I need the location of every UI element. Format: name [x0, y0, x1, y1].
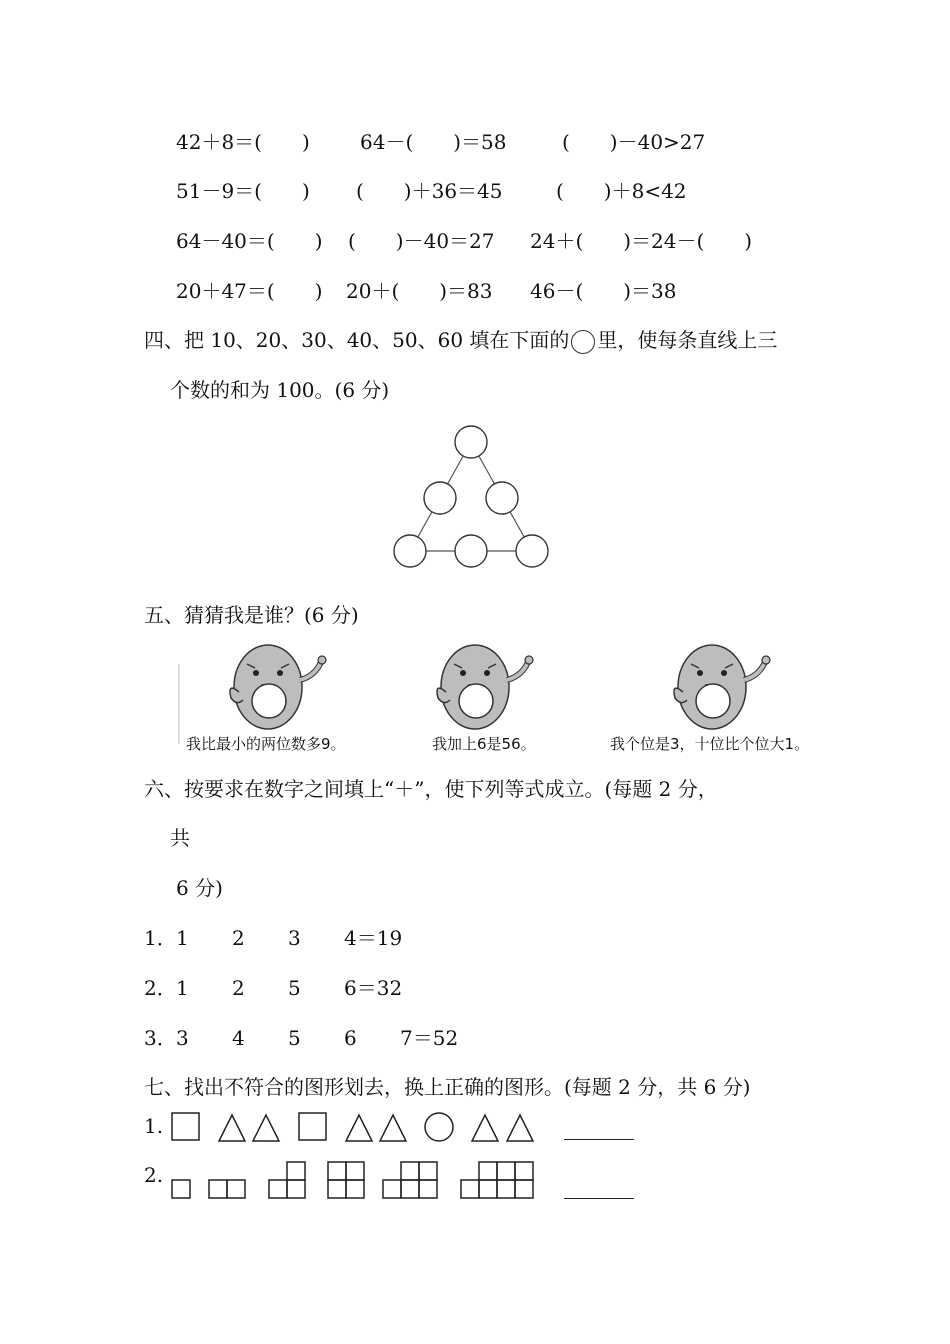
equation: 46－( )＝38	[530, 279, 677, 303]
digit: 1	[176, 976, 189, 1000]
item-number: 2．	[144, 976, 177, 1000]
shape-sequence-1	[168, 1110, 548, 1144]
digit: 5	[288, 1026, 301, 1050]
egg-character-icon	[669, 642, 779, 732]
equation: 64－40＝( )	[176, 229, 323, 253]
digit: 6	[344, 1026, 357, 1050]
circle-shape[interactable]	[425, 1113, 453, 1141]
square-block	[383, 1180, 401, 1198]
square-block	[419, 1162, 437, 1180]
square-block	[515, 1162, 533, 1180]
square-block	[328, 1180, 346, 1198]
riddle-caption: 我比最小的两位数多9。	[186, 735, 346, 753]
square-block	[515, 1180, 533, 1198]
shape-sequence-2	[168, 1158, 548, 1203]
triangle-shape[interactable]	[380, 1115, 406, 1141]
digit: 1	[176, 926, 189, 950]
triangle-shape[interactable]	[507, 1115, 533, 1141]
egg-character-icon	[432, 642, 542, 732]
riddle-caption: 我加上6是56。	[432, 735, 536, 753]
section6-title-line3: 6 分)	[176, 876, 223, 900]
square-block	[269, 1180, 287, 1198]
equation: 42＋8＝( )	[176, 130, 310, 154]
triangle-shape[interactable]	[253, 1115, 279, 1141]
equation: 20＋47＝( )	[176, 279, 323, 303]
square-block	[328, 1162, 346, 1180]
answer-circle[interactable]	[455, 426, 487, 458]
square-shape[interactable]	[299, 1113, 326, 1140]
triangle-shape[interactable]	[219, 1115, 245, 1141]
digit: 3	[176, 1026, 189, 1050]
section4-title-part1: 四、把 10、20、30、40、50、60 填在下面的	[144, 328, 570, 352]
equation: 51－9＝( )	[176, 179, 310, 203]
scan-edge	[178, 664, 180, 744]
equation: 20＋( )＝83	[346, 279, 493, 303]
answer-blank[interactable]	[564, 1139, 634, 1140]
triangle-circle-diagram	[390, 422, 560, 572]
equation: ( )＋8<42	[556, 179, 687, 203]
digit: 4	[232, 1026, 245, 1050]
digit-result: 7＝52	[400, 1026, 459, 1050]
triangle-shape[interactable]	[346, 1115, 372, 1141]
square-block	[497, 1180, 515, 1198]
answer-circle[interactable]	[455, 535, 487, 567]
section6-title: 六、按要求在数字之间填上“＋”，使下列等式成立。(每题 2 分，	[144, 777, 718, 801]
item-number: 2.	[144, 1163, 164, 1187]
section7-title: 七、找出不符合的图形划去，换上正确的图形。(每题 2 分，共 6 分)	[144, 1075, 751, 1099]
square-block	[172, 1180, 190, 1198]
equation: ( )－40＝27	[348, 229, 495, 253]
equation: 64－( )＝58	[360, 130, 507, 154]
square-block	[401, 1180, 419, 1198]
item-number: 1．	[144, 926, 177, 950]
section4-title-line2: 个数的和为 100。(6 分)	[170, 378, 390, 402]
triangle-shape[interactable]	[472, 1115, 498, 1141]
section6-title-line2: 共	[170, 826, 190, 850]
square-block	[461, 1180, 479, 1198]
square-block	[497, 1162, 515, 1180]
square-block	[479, 1180, 497, 1198]
digit: 3	[288, 926, 301, 950]
equation: 24＋( )＝24－( )	[530, 229, 753, 253]
section5-title: 五、猜猜我是谁？(6 分)	[144, 603, 359, 627]
digit: 2	[232, 976, 245, 1000]
riddle-caption: 我个位是3，十位比个位大1。	[610, 735, 810, 753]
square-block	[419, 1180, 437, 1198]
answer-circle[interactable]	[486, 482, 518, 514]
square-block	[401, 1162, 419, 1180]
circle-icon	[571, 330, 595, 354]
section4-title-part2: 里，使每条直线上三	[597, 328, 778, 352]
square-block	[346, 1180, 364, 1198]
item-number: 1.	[144, 1114, 164, 1138]
digit-result: 6＝32	[344, 976, 403, 1000]
square-block	[287, 1162, 305, 1180]
digit-result: 4＝19	[344, 926, 403, 950]
answer-blank[interactable]	[564, 1198, 634, 1199]
answer-circle[interactable]	[394, 535, 426, 567]
square-block	[287, 1180, 305, 1198]
answer-circle[interactable]	[424, 482, 456, 514]
section4-title	[144, 328, 777, 354]
square-block	[227, 1180, 245, 1198]
square-block	[479, 1162, 497, 1180]
digit: 2	[232, 926, 245, 950]
square-shape[interactable]	[172, 1113, 199, 1140]
item-number: 3．	[144, 1026, 177, 1050]
answer-circle[interactable]	[516, 535, 548, 567]
equation: ( )＋36＝45	[356, 179, 503, 203]
egg-character-icon	[225, 642, 335, 732]
digit: 5	[288, 976, 301, 1000]
square-block	[346, 1162, 364, 1180]
square-block	[209, 1180, 227, 1198]
equation: ( )－40>27	[562, 130, 706, 154]
